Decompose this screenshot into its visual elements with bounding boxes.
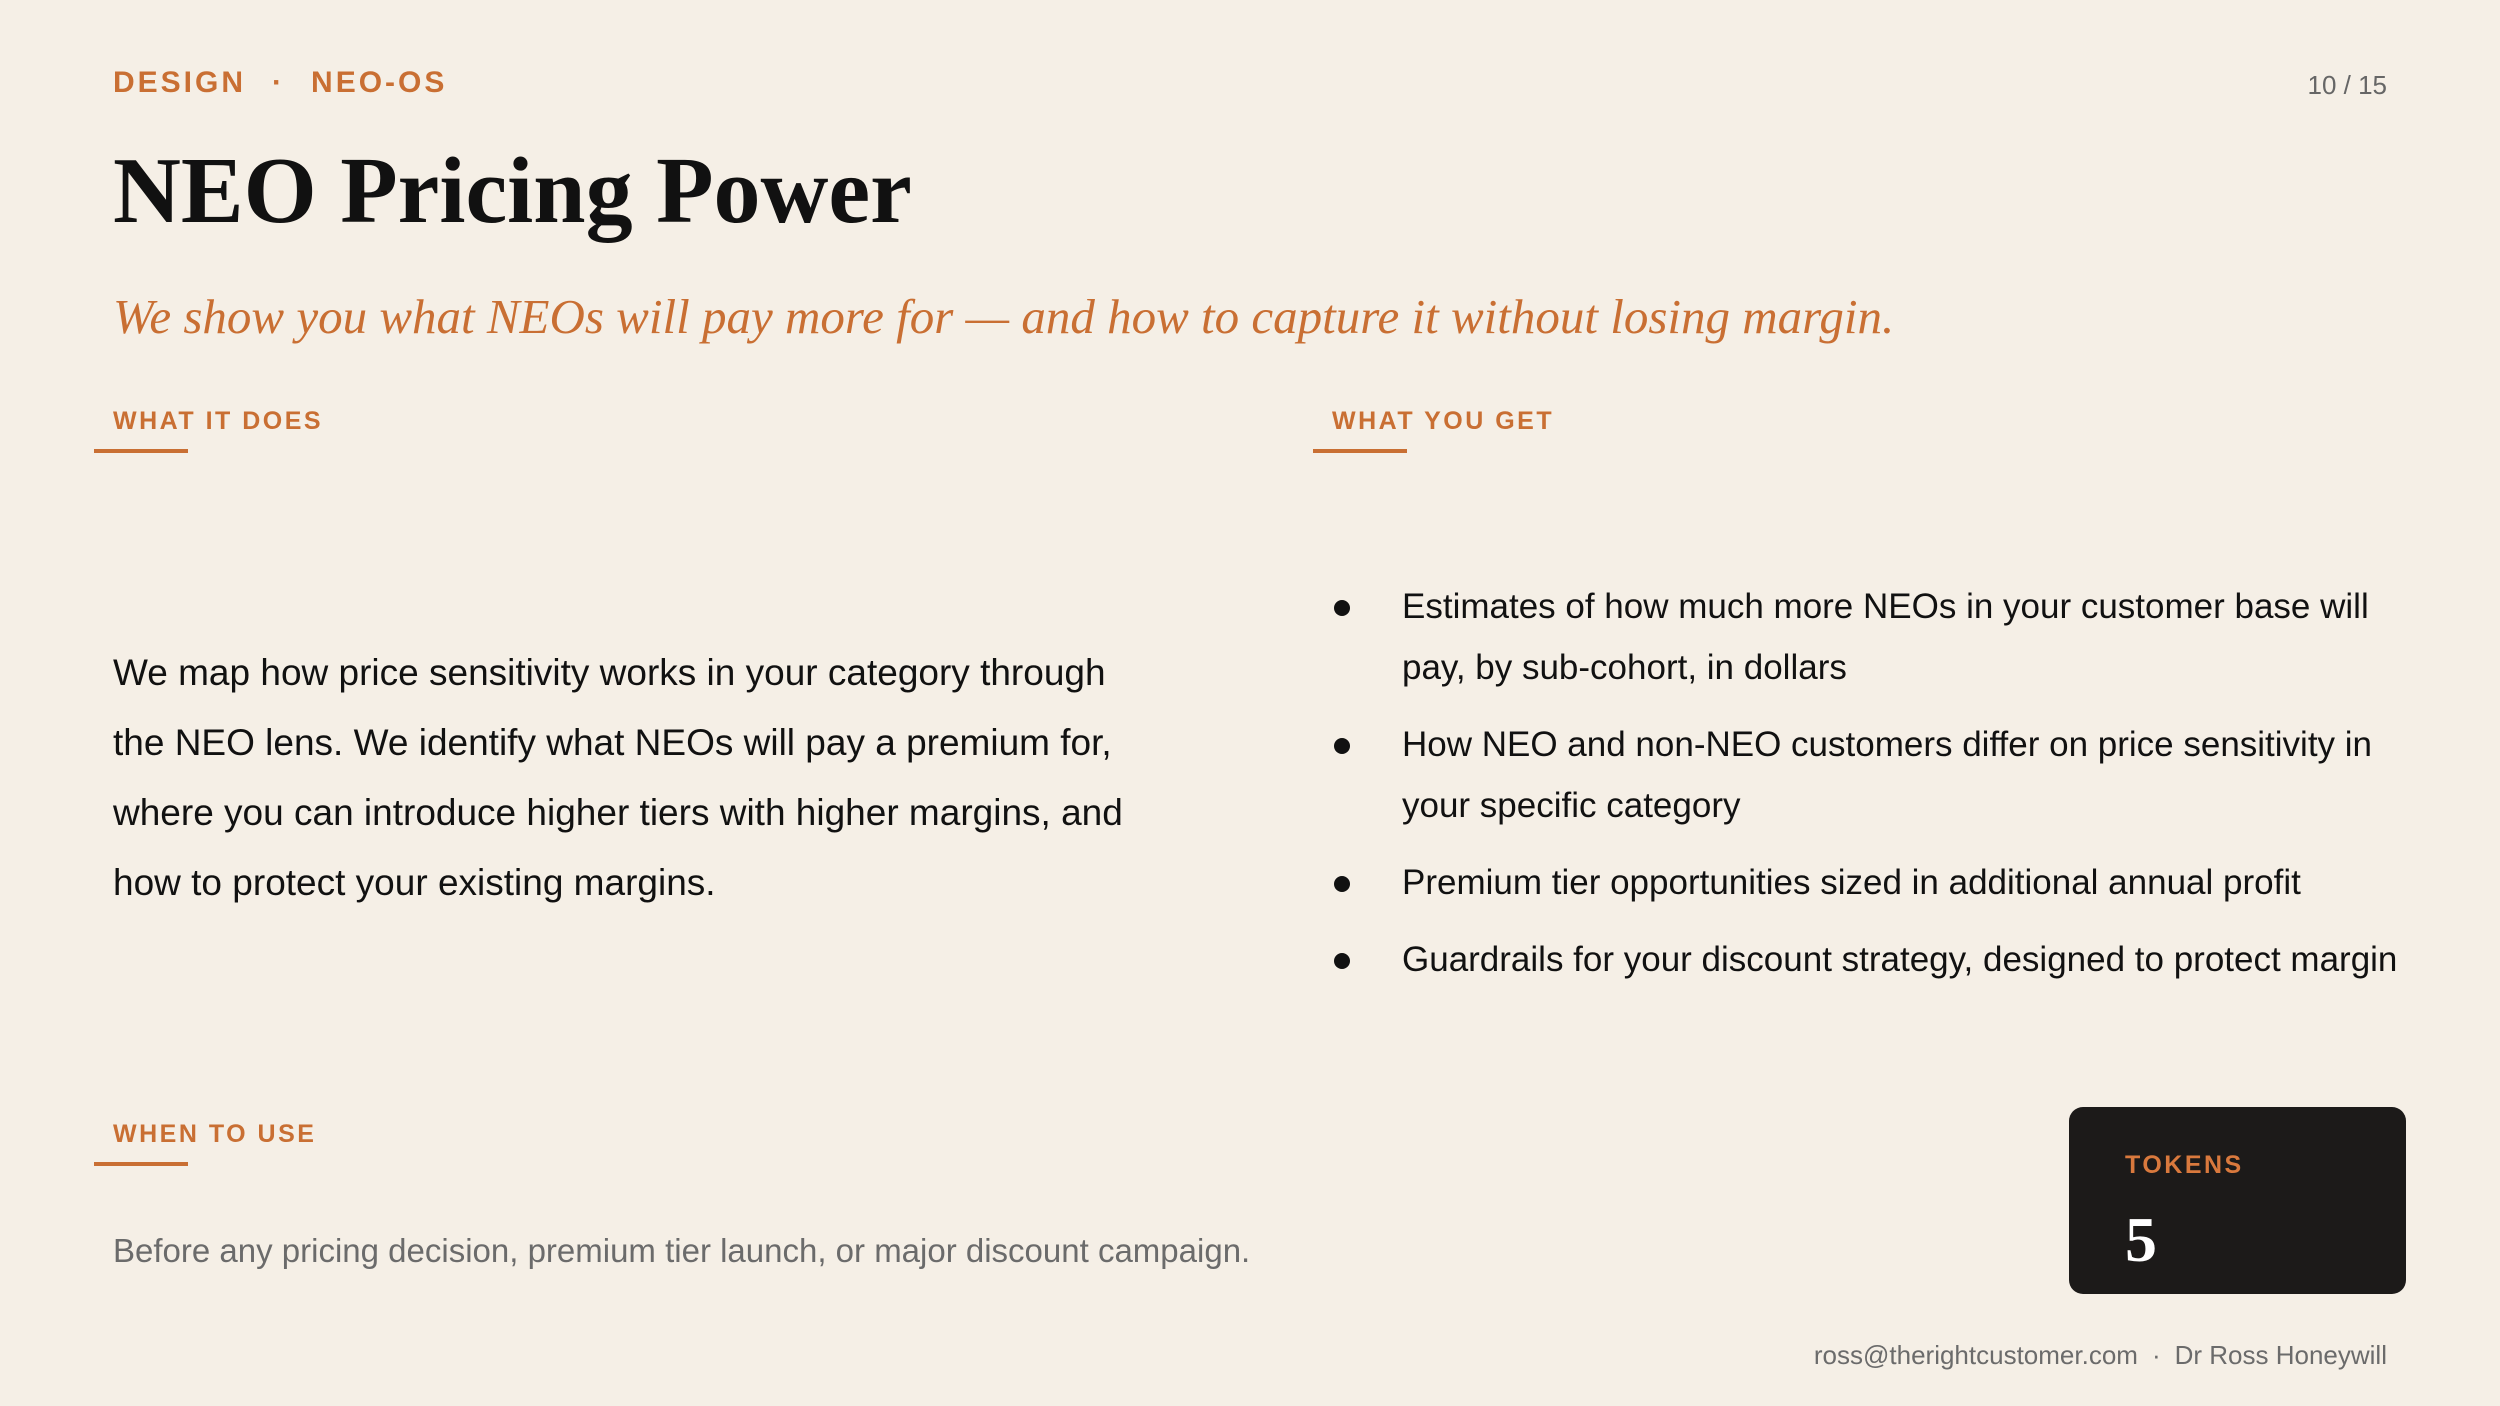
footer-separator: ·: [2151, 1340, 2161, 1370]
tokens-card: [2069, 1107, 2406, 1294]
section-kicker: [113, 66, 447, 100]
kicker-product: NEO-OS: [311, 66, 448, 99]
list-item-text: Premium tier opportunities sized in additional annual profit: [1402, 863, 2301, 902]
what-you-get-rule: [1313, 449, 1407, 453]
list-item: [1330, 576, 2410, 698]
footer: [1814, 1340, 2387, 1371]
bullet-dot: [1334, 876, 1350, 892]
slide-title: NEO Pricing Power: [113, 139, 912, 243]
tokens-value: 5: [2125, 1204, 2157, 1275]
what-it-does-label: WHAT IT DOES: [113, 407, 324, 435]
when-to-use-rule: [94, 1162, 188, 1166]
list-item-text: How NEO and non-NEO customers differ on price sensitivity in your specific category: [1402, 725, 2373, 825]
list-item: [1330, 852, 2410, 913]
list-item-text: Guardrails for your discount strategy, designed to protect margin: [1402, 940, 2398, 979]
kicker-category: DESIGN: [113, 66, 247, 99]
list-item: [1330, 714, 2410, 836]
bullet-dot: [1334, 738, 1350, 754]
what-you-get-list: [1330, 576, 2410, 1006]
what-it-does-rule: [94, 449, 188, 453]
bullet-dot: [1334, 600, 1350, 616]
list-item: [1330, 929, 2410, 990]
slide-subtitle: We show you what NEOs will pay more for — and how to capture it without losing margin.: [113, 289, 1895, 344]
what-it-does-text: We map how price sensitivity works in your category through the NEO lens. We identify what NEOs will pay a premium for, where you can introduce higher tiers with higher margins, and how to protect your existing margins.: [113, 652, 1123, 903]
footer-email: ross@therightcustomer.com: [1813, 1340, 2138, 1370]
what-you-get-label: WHAT YOU GET: [1332, 407, 1555, 435]
when-to-use-text: Before any pricing decision, premium tier launch, or major discount campaign.: [113, 1232, 1251, 1269]
footer-author: Dr Ross Honeywill: [2174, 1340, 2387, 1370]
bullet-dot: [1334, 953, 1350, 969]
page-number: 10 / 15: [2307, 70, 2387, 100]
list-item-text: Estimates of how much more NEOs in your customer base will pay, by sub-cohort, in dollars: [1402, 587, 2369, 687]
kicker-separator: ·: [272, 66, 286, 99]
when-to-use-label: WHEN TO USE: [113, 1120, 317, 1148]
tokens-label: TOKENS: [2125, 1151, 2244, 1179]
